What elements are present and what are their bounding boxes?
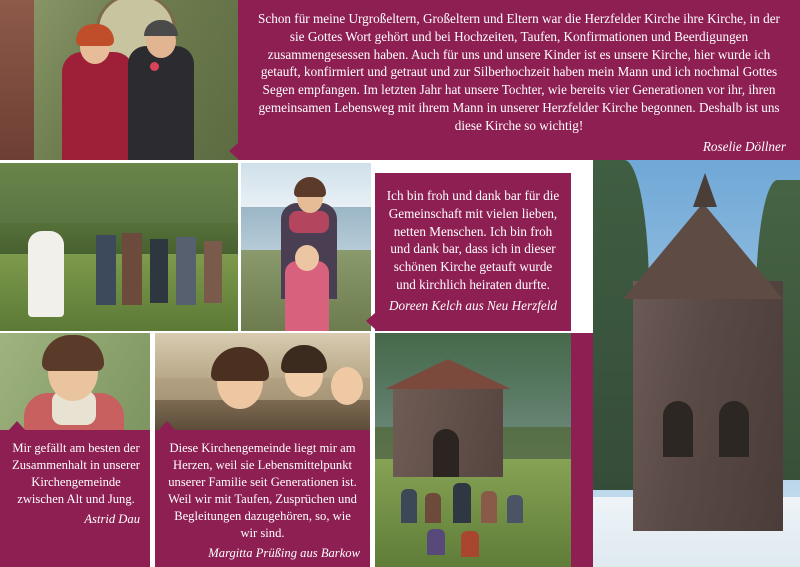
person-figure: [461, 531, 479, 557]
photo-portrait-woman: [0, 333, 150, 430]
quote-author: Astrid Dau: [84, 512, 140, 526]
person-figure: [481, 491, 497, 523]
guest-figure: [176, 237, 196, 305]
person-figure: [507, 495, 523, 523]
photo-winter-church-tower: [593, 160, 800, 567]
quote-text: Schon für meine Urgroßeltern, Großeltern und Eltern war die Herzfelder Kirche ihre Kirche, in der sie Gottes Wort gehört und bei Hochzeiten, Taufen, Konfirmationen und Beerdigungen zusammengesessen haben. Auch für uns und unsere Kinder ist es unsere Kirche, hier wurde ich getauft, konfirmiert und getraut und zur Silberhochzeit haben mein Mann und ich nochmal Gottes Segen empfangen. Im letzten Jahr hat unsere Tochter, wie bereits vier Generationen vor ihr, ihren gemeinsamen Lebensweg mit ihrem Mann in unserer Herzfelder Kirche begonnen. Deshalb ist uns diese Kirche so wichtig!: [258, 11, 780, 133]
guest-figure: [122, 233, 142, 305]
quote-author: Doreen Kelch aus Neu Herzfeld: [389, 297, 557, 313]
tower-roof: [623, 203, 783, 299]
photo-mother-with-children: [155, 333, 370, 430]
pointer-triangle-icon: [8, 421, 26, 431]
pointer-triangle-icon: [229, 143, 238, 159]
quote-block-bottom-left: [0, 430, 150, 567]
quote-author: Margitta Prüßing aus Barkow: [208, 546, 360, 560]
child-head: [295, 245, 319, 271]
groom-body: [128, 46, 194, 160]
photo-wedding-couple: [0, 0, 238, 160]
quote-author: Roselie Döllner: [702, 138, 786, 154]
photo-wedding-garden: [0, 163, 238, 331]
bride-hair: [76, 24, 114, 46]
church-door: [433, 429, 459, 477]
pointer-triangle-icon: [158, 421, 176, 431]
boutonniere-icon: [150, 62, 159, 71]
quote-block-middle: [375, 173, 571, 331]
bride-figure: [28, 231, 64, 317]
person-figure: [453, 483, 471, 523]
quote-block-top: [238, 0, 800, 160]
person-figure: [425, 493, 441, 523]
person-figure: [427, 529, 445, 555]
photo-church-with-group: [375, 333, 571, 567]
child-body: [285, 261, 329, 331]
quote-text: Diese Kirchengemeinde liegt mir am Herzen, weil sie Lebensmittelpunkt unserer Familie seit Generationen ist. Weil wir mit Taufen, Zusprüchen und Begleitungen dazugehören, so, wie wir sind.: [168, 441, 357, 540]
pointer-triangle-icon: [366, 313, 375, 329]
tower-body: [633, 281, 783, 531]
child-face: [331, 367, 363, 405]
person-figure: [401, 489, 417, 523]
guest-figure: [150, 239, 168, 303]
tower-window: [663, 401, 693, 457]
quote-text: Mir gefällt am besten der Zusammenhalt in unserer Kirchengemeinde zwischen Alt und Jung.: [12, 441, 140, 506]
foreground-shoulders: [155, 400, 370, 430]
scarf: [289, 211, 329, 233]
quote-block-bottom-middle: [155, 430, 370, 567]
church-roof: [385, 359, 511, 389]
brick-edge: [0, 0, 34, 160]
photo-mother-child-lake: [241, 163, 371, 331]
white-gap-right: [571, 160, 593, 173]
quote-text: Ich bin froh und dank bar für die Gemeinschaft mit vielen lieben, netten Menschen. Ich bin froh und dank bar, dass ich in dieser schönen Kirche getauft wurde und kirchlich heiraten durfte.: [386, 188, 560, 293]
accent-band-right: [571, 333, 593, 567]
guest-figure: [204, 241, 222, 303]
tower-spire: [693, 173, 717, 207]
bride-body: [62, 52, 134, 160]
tower-window: [719, 401, 749, 457]
guest-figure: [96, 235, 116, 305]
